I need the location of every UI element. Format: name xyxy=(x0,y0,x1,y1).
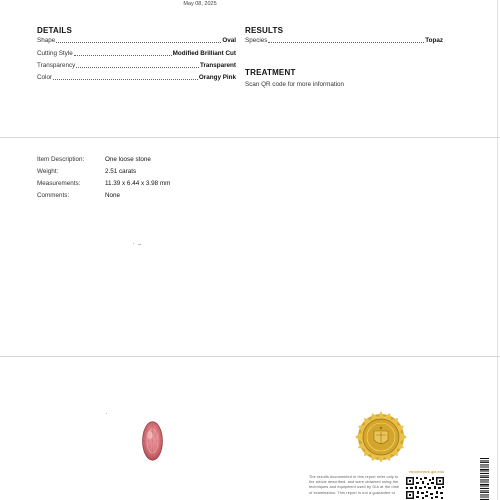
reportcheck-link[interactable]: reportcheck.gia.edu xyxy=(409,469,445,474)
item-label: Comments: xyxy=(37,192,70,199)
results-row-species xyxy=(245,37,443,45)
disclaimer-line: the article described, and were obtained using the xyxy=(309,480,399,485)
details-value: Orangy Pink xyxy=(198,74,236,81)
details-label: Cutting Style xyxy=(37,50,73,57)
page-right-edge xyxy=(497,0,498,500)
dotted-leader xyxy=(53,78,198,80)
disclaimer-text xyxy=(309,475,403,496)
details-row-cutting-style xyxy=(37,50,236,58)
item-row-weight xyxy=(37,168,136,176)
item-row-description xyxy=(37,156,151,164)
item-label: Item Description: xyxy=(37,156,85,163)
disclaimer-line: of examination. This report is not a guarantee or xyxy=(309,490,396,495)
item-label: Weight: xyxy=(37,168,59,175)
item-value: 11.39 x 6.44 x 3.98 mm xyxy=(105,180,171,187)
dotted-leader xyxy=(74,54,172,56)
item-row-measurements xyxy=(37,180,170,188)
details-label: Transparency xyxy=(37,62,76,69)
details-value: Transparent xyxy=(199,62,236,69)
qr-code-icon[interactable] xyxy=(405,476,445,500)
item-value: One loose stone xyxy=(105,156,151,163)
section-divider xyxy=(0,137,500,138)
item-value: None xyxy=(105,192,121,199)
details-row-color xyxy=(37,74,236,82)
scan-speck xyxy=(138,244,141,245)
disclaimer-line: techniques and equipment used by GIA at the time xyxy=(309,485,400,490)
details-label: Color xyxy=(37,74,53,81)
results-value: Topaz xyxy=(425,37,443,44)
details-value: Oval xyxy=(222,37,236,44)
gold-seal-icon xyxy=(355,411,407,463)
details-heading: DETAILS xyxy=(37,26,73,35)
results-label: Species xyxy=(245,37,268,44)
barcode-icon xyxy=(480,458,489,500)
scan-speck xyxy=(106,413,107,414)
item-value: 2.51 carats xyxy=(105,168,137,175)
treatment-text: Scan QR code for more information xyxy=(245,81,345,88)
details-label: Shape xyxy=(37,37,56,44)
details-row-transparency xyxy=(37,62,236,70)
item-label: Measurements: xyxy=(37,180,81,187)
section-divider xyxy=(0,356,500,357)
treatment-heading: TREATMENT xyxy=(245,68,296,77)
oval-gemstone-image xyxy=(142,421,163,461)
dotted-leader xyxy=(76,66,199,68)
disclaimer-line: The results documented in this report refer only to xyxy=(309,475,399,479)
details-value: Modified Brilliant Cut xyxy=(172,50,236,57)
scan-speck xyxy=(133,243,134,244)
item-row-comments xyxy=(37,192,120,200)
report-date: May 08, 2025 xyxy=(183,1,217,7)
results-heading: RESULTS xyxy=(245,26,284,35)
details-row-shape xyxy=(37,37,236,45)
dotted-leader xyxy=(268,41,424,43)
dotted-leader xyxy=(56,41,221,43)
